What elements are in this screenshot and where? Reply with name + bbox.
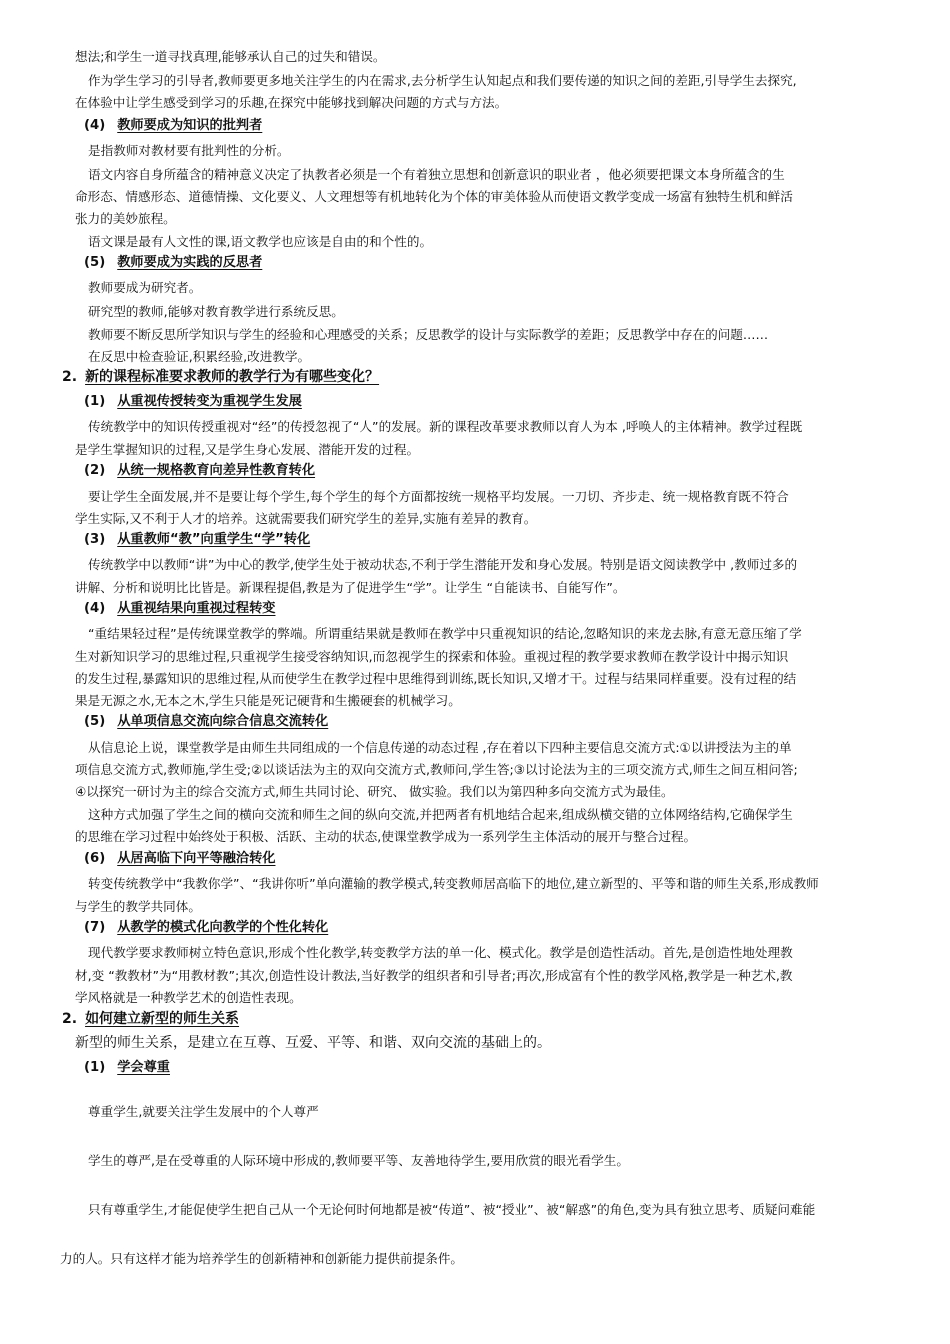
paragraph-line: 教师要成为研究者。	[88, 280, 202, 295]
subheading-6	[84, 851, 275, 867]
paragraph-line: 教师要不断反思所学知识与学生的经验和心理感受的关系；反思教学的设计与实际教学的差距；反思教学中存在的问题……	[88, 327, 769, 342]
subheading-title: 学会尊重	[117, 1060, 170, 1075]
subheading-7	[84, 920, 328, 936]
paragraph-line: 与学生的教学共同体。	[75, 899, 201, 914]
subheading-5b	[84, 714, 328, 730]
heading-title: 新的课程标准要求教师的教学行为有哪些变化？	[85, 369, 380, 385]
paragraph-line: 要让学生全面发展,并不是要让每个学生,每个学生的每个方面都按统一规格平均发展。一刀切、齐步走、统一规格教育既不符合	[88, 489, 789, 504]
subheading-title: 从教学的模式化向教学的个性化转化	[117, 920, 329, 935]
paragraph-line: 传统教学中的知识传授重视对“经”的传授忽视了“人”的发展。新的课程改革要求教师以育人为本 ,呼唤人的主体精神。教学过程既	[88, 419, 803, 434]
subheading-title: 教师要成为知识的批判者	[117, 118, 263, 133]
subheading-title: 从统一规格教育向差异性教育转化	[117, 463, 316, 478]
heading-number: 2.	[62, 369, 78, 385]
paragraph-line: 语文内容自身所蕴含的精神意义决定了执教者必须是一个有着独立思想和创新意识的职业者 ，他必须要把课文本身所蕴含的生	[88, 167, 785, 182]
paragraph-line: 项信息交流方式,教师施,学生受;②以谈话法为主的双向交流方式,教师问,学生答;③以讨论法为主的三项交流方式,师生之间互相问答;	[75, 762, 798, 777]
subheading-5	[84, 255, 262, 271]
subheading-title: 从单项信息交流向综合信息交流转化	[117, 714, 329, 729]
heading-number: 2.	[62, 1011, 78, 1027]
paragraph-line: 在体验中让学生感受到学习的乐趣,在探究中能够找到解决问题的方式与方法。	[75, 95, 508, 110]
paragraph-line: 的思维在学习过程中始终处于积极、活跃、主动的状态,使课堂教学成为一系列学生主体活动的展开与整合过程。	[75, 829, 697, 844]
paragraph-line: 想法;和学生一道寻找真理,能够承认自己的过失和错误。	[75, 49, 386, 64]
subheading-title: 教师要成为实践的反思者	[117, 255, 263, 270]
subheading-2	[84, 463, 315, 479]
subheading-respect	[84, 1060, 170, 1076]
subheading-number: (4)	[84, 118, 106, 133]
paragraph-line: 在反思中检查验证,积累经验,改进教学。	[88, 349, 311, 364]
paragraph-line: 这种方式加强了学生之间的横向交流和师生之间的纵向交流,并把两者有机地结合起来,组成纵横交错的立体网络结构,它确保学生	[88, 807, 793, 822]
section-heading	[62, 368, 379, 386]
paragraph-line: 张力的美妙旅程。	[75, 211, 176, 226]
paragraph-line: 材,变 “教教材”为“用教材教”;其次,创造性设计教法,当好教学的组织者和引导者;再次,形成富有个性的教学风格,教学是一种艺术,教	[75, 968, 793, 983]
paragraph-line: 作为学生学习的引导者,教师要更多地关注学生的内在需求,去分析学生认知起点和我们要传递的知识之间的差距,引导学生去探究,	[88, 73, 797, 88]
subheading-number: (7)	[84, 920, 106, 935]
paragraph-line: 学生实际,又不利于人才的培养。这就需要我们研究学生的差异,实施有差异的教育。	[75, 511, 537, 526]
paragraph-line: 讲解、分析和说明比比皆是。新课程提倡,教是为了促进学生“学”。让学生 “自能读书、自能写作”。	[75, 580, 626, 595]
subheading-number: (5)	[84, 714, 106, 729]
subheading-title: 从重教师“教”向重学生“学”转化	[117, 532, 311, 547]
paragraph-line: “重结果轻过程”是传统课堂教学的弊端。所谓重结果就是教师在教学中只重视知识的结论,忽略知识的来龙去脉,有意无意压缩了学	[88, 626, 802, 641]
paragraph-line: 新型的师生关系，是建立在互尊、互爱、平等、和谐、双向交流的基础上的。	[75, 1035, 551, 1051]
paragraph-line: 学生的尊严,是在受尊重的人际环境中形成的,教师要平等、友善地待学生,要用欣赏的眼光看学生。	[88, 1153, 629, 1168]
subheading-number: (1)	[84, 394, 106, 409]
heading-title: 如何建立新型的师生关系	[85, 1011, 240, 1027]
paragraph-line: 力的人。只有这样才能为培养学生的创新精神和创新能力提供前提条件。	[60, 1251, 463, 1266]
subheading-title: 从居高临下向平等融洽转化	[117, 851, 276, 866]
paragraph-line: 果是无源之水,无本之木,学生只能是死记硬背和生搬硬套的机械学习。	[75, 693, 461, 708]
subheading-number: (1)	[84, 1060, 106, 1075]
paragraph-line: 转变传统教学中“我教你学”、“我讲你听”单向灌输的教学模式,转变教师居高临下的地位,建立新型的、平等和谐的师生关系,形成教师	[88, 876, 819, 891]
paragraph-line: 的发生过程,暴露知识的思维过程,从而使学生在教学过程中思维得到训练,既长知识,又增才干。过程与结果同样重要。没有过程的结	[75, 671, 797, 686]
section-heading	[62, 1010, 239, 1028]
paragraph-line: 传统教学中以教师“讲”为中心的教学,使学生处于被动状态,不利于学生潜能开发和身心发展。特别是语文阅读教学中 ,教师过多的	[88, 557, 798, 572]
paragraph-line: 生对新知识学习的思维过程,只重视学生接受容纳知识,而忽视学生的探索和体验。重视过程的教学要求教师在教学设计中揭示知识	[75, 649, 789, 664]
subheading-number: (2)	[84, 463, 106, 478]
paragraph-line: 是指教师对教材要有批判性的分析。	[88, 143, 290, 158]
subheading-4	[84, 118, 262, 134]
subheading-1	[84, 394, 302, 410]
subheading-number: (6)	[84, 851, 106, 866]
paragraph-line: 是学生掌握知识的过程,又是学生身心发展、潜能开发的过程。	[75, 442, 420, 457]
paragraph-line: 只有尊重学生,才能促使学生把自己从一个无论何时何地都是被“传道”、被“授业”、被“解惑”的角色,变为具有独立思考、质疑问难能	[88, 1202, 816, 1217]
subheading-number: (3)	[84, 532, 106, 547]
paragraph-line: 命形态、情感形态、道德情操、文化要义、人文理想等有机地转化为个体的审美体验从而使语文教学变成一场富有独特生机和鲜活	[75, 189, 793, 204]
subheading-number: (5)	[84, 255, 106, 270]
paragraph-line: ④以探究一研讨为主的综合交流方式,师生共同讨论、研究、 做实验。我们以为第四种多向交流方式为最佳。	[75, 784, 674, 799]
subheading-3	[84, 532, 310, 548]
subheading-title: 从重视结果向重视过程转变	[117, 601, 276, 616]
paragraph-line: 语文课是最有人文性的课,语文教学也应该是自由的和个性的。	[88, 234, 433, 249]
paragraph-line: 研究型的教师,能够对教育教学进行系统反思。	[88, 304, 344, 319]
subheading-title: 从重视传授转变为重视学生发展	[117, 394, 302, 409]
paragraph-line: 从信息论上说，课堂教学是由师生共同组成的一个信息传递的动态过程 ,存在着以下四种主要信息交流方式:①以讲授法为主的单	[88, 740, 792, 755]
paragraph-line: 学风格就是一种教学艺术的创造性表现。	[75, 990, 302, 1005]
subheading-number: (4)	[84, 601, 106, 616]
paragraph-line: 现代教学要求教师树立特色意识,形成个性化教学,转变教学方法的单一化、模式化。教学是创造性活动。首先,是创造性地处理教	[88, 945, 793, 960]
subheading-4b	[84, 601, 275, 617]
paragraph-line: 尊重学生,就要关注学生发展中的个人尊严	[88, 1104, 319, 1119]
